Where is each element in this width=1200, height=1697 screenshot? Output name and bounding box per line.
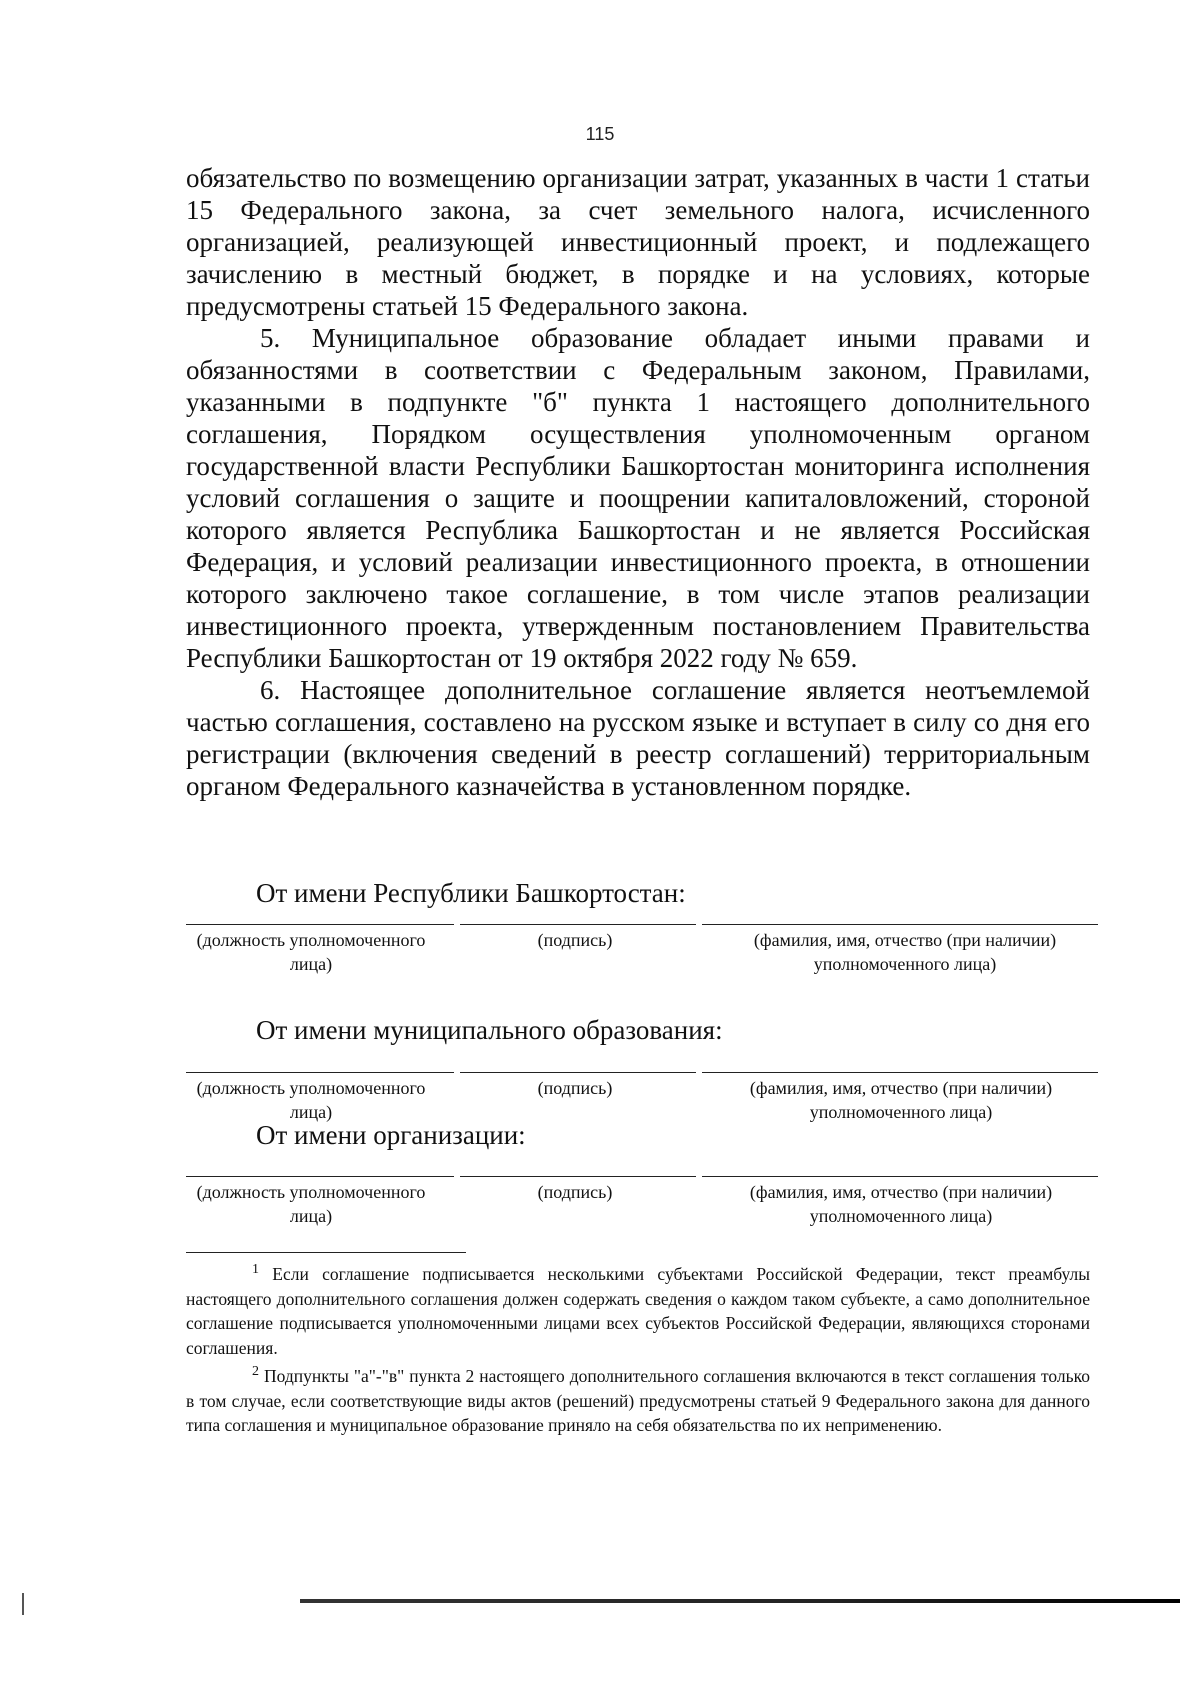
signature-line: [460, 1176, 696, 1177]
signature-caption: (подпись): [537, 1182, 613, 1202]
paragraph-6: 6. Настоящее дополнительное соглашение является неотъемлемой частью соглашения, составлено на русском языке и вступает в силу со дня его регистрации (включения сведений в реестр соглашений) территориальным органом Федерального казначейства в установленном порядке.: [186, 675, 1090, 801]
position-caption: (должность уполномоченного лица): [196, 930, 426, 974]
page-number: 115: [585, 124, 615, 144]
name-line: [702, 924, 1098, 925]
position-caption: (должность уполномоченного лица): [196, 1182, 426, 1226]
name-line: [702, 1176, 1098, 1177]
paragraph-5: 5. Муниципальное образование обладает иными правами и обязанностями в соответствии с Федеральным законом, Правилами, указанными в подпункте "б" пункта 1 настоящего дополнительного соглашения, Порядком осуществления уполномоченным органом государственной власти Республики Башкортостан мониторинга исполнения условий соглашения о защите и поощрении капиталовложений, стороной которого является Республика Башкортостан и не является Российская Федерация, и условий реализации инвестиционного проекта, в отношении которого заключено такое соглашение, в том числе этапов реализации инвестиционного проекта, утвержденным постановлением Правительства Республики Башкортостан от 19 октября 2022 году № 659.: [186, 323, 1090, 673]
signature-line: [460, 924, 696, 925]
footnotes: [186, 1262, 1090, 1442]
name-caption: (фамилия, имя, отчество (при наличии) уполномоченного лица): [749, 1182, 1053, 1226]
document-body: [186, 162, 1090, 802]
position-caption: (должность уполномоченного лица): [196, 1078, 426, 1122]
signature-heading: От имени организации:: [256, 1120, 526, 1150]
bottom-scan-bar: [300, 1599, 1180, 1603]
position-line: [186, 1072, 454, 1073]
footnote-separator: [186, 1252, 466, 1253]
footnote-text: Если соглашение подписывается несколькими субъектами Российской Федерации, текст преамбулы настоящего дополнительного соглашения должен содержать сведения о каждом таком субъекте, а само дополнительное соглашение подписывается уполномоченными лицами всех субъектов Российской Федерации, являющихся сторонами соглашения.: [186, 1264, 1090, 1358]
paragraph-continuation: обязательство по возмещению организации затрат, указанных в части 1 статьи 15 Федерального закона, за счет земельного налога, исчисленного организацией, реализующей инвестиционный проект, и подлежащего зачислению в местный бюджет, в порядке и на условиях, которые предусмотрены статьей 15 Федерального закона.: [186, 163, 1090, 321]
footnote-marker: 1: [252, 1262, 259, 1278]
signature-caption: (подпись): [537, 930, 613, 950]
signature-heading: От имени Республики Башкортостан:: [256, 878, 686, 908]
position-line: [186, 924, 454, 925]
name-caption: (фамилия, имя, отчество (при наличии) уполномоченного лица): [753, 930, 1057, 974]
footnote-text: Подпункты "а"-"в" пункта 2 настоящего дополнительного соглашения включаются в текст соглашения только в том случае, если соответствующие виды актов (решений) предусмотрены статьей 9 Федерального закона для данного типа соглашения и муниципальное образование приняло на себя обязательства по их неприменению.: [186, 1366, 1090, 1435]
footnote-marker: 2: [252, 1364, 259, 1380]
scan-artifact-mark: [22, 1593, 24, 1615]
name-line: [702, 1072, 1098, 1073]
position-line: [186, 1176, 454, 1177]
name-caption: (фамилия, имя, отчество (при наличии) уполномоченного лица): [749, 1078, 1053, 1122]
signature-caption: (подпись): [537, 1078, 613, 1098]
signature-line: [460, 1072, 696, 1073]
signature-heading: От имени муниципального образования:: [256, 1015, 723, 1045]
footnote-1: [186, 1262, 1090, 1360]
footnote-2: [186, 1364, 1090, 1438]
